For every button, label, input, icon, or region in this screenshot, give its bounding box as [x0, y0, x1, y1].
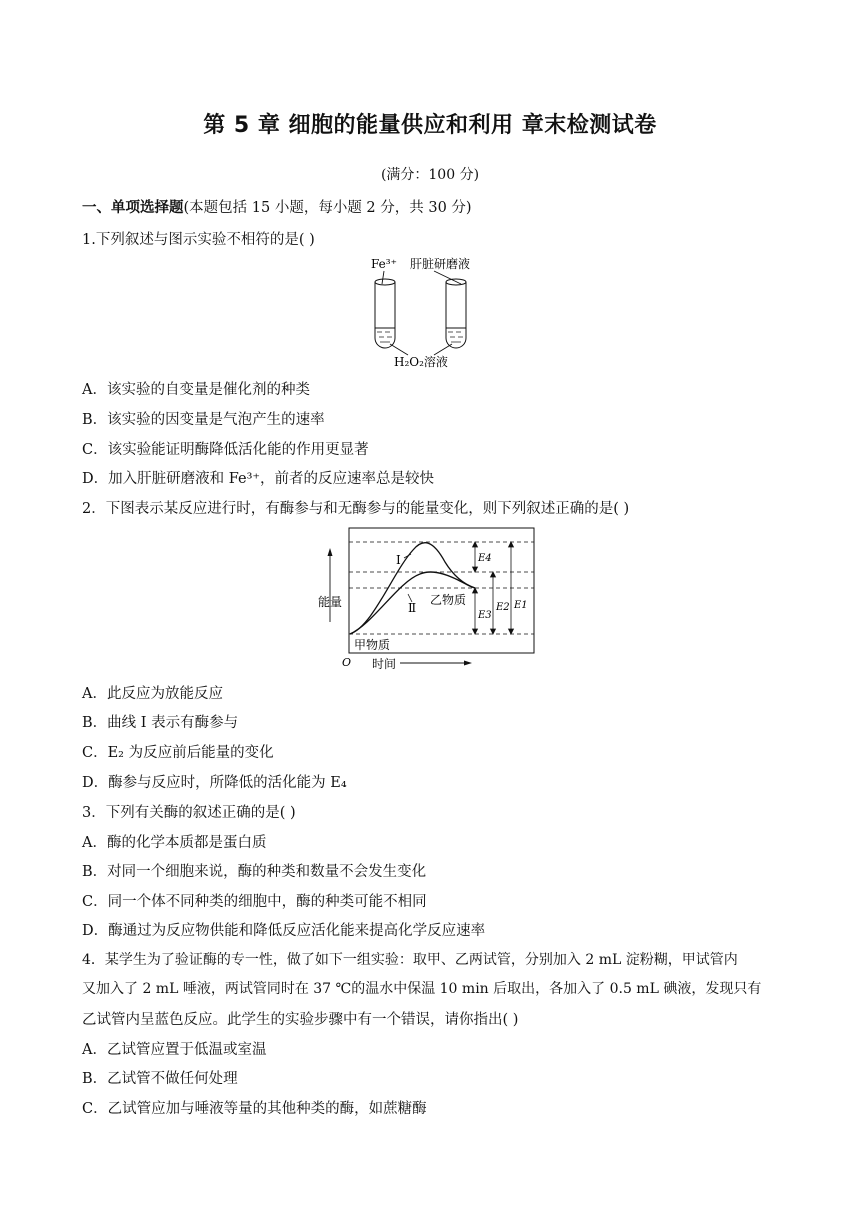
- q4-option-a: A．乙试管应置于低温或室温: [82, 1042, 267, 1058]
- q1-option-a: A．该实验的自变量是催化剂的种类: [82, 382, 310, 398]
- section-desc: (本题包括 15 小题，每小题 2 分，共 30 分): [183, 200, 472, 216]
- e4-label: E4: [478, 553, 492, 564]
- e3-label: E3: [478, 610, 492, 621]
- e1-label: E1: [514, 600, 528, 611]
- q4-stem-line-3: 乙试管内呈蓝色反应。此学生的实验步骤中有一个错误，请你指出( ): [82, 1012, 519, 1028]
- curve-1-label: Ⅰ: [396, 553, 401, 567]
- q3-stem: 3．下列有关酶的叙述正确的是( ): [82, 805, 296, 821]
- q2-option-d: D．酶参与反应时，所降低的活化能为 E₄: [82, 775, 347, 791]
- test-tube-right: [446, 279, 466, 348]
- q1-option-c: C．该实验能证明酶降低活化能的作用更显著: [82, 442, 369, 458]
- q1-stem: 1.下列叙述与图示实验不相符的是( ): [82, 232, 315, 248]
- curve-2-label: Ⅱ: [408, 601, 417, 615]
- section-label: 一、单项选择题: [82, 200, 184, 216]
- q1-test-tube-figure: [360, 252, 500, 370]
- score-note: (满分：100 分): [380, 167, 480, 183]
- y-axis-label: 能量: [318, 595, 343, 609]
- x-axis-label: 时间: [372, 657, 397, 671]
- section-header: [82, 196, 472, 217]
- q2-stem: 2．下图表示某反应进行时，有酶参与和无酶参与的能量变化，则下列叙述正确的是( ): [82, 501, 630, 517]
- q2-energy-diagram: [318, 522, 544, 672]
- page-title: 第 5 章 细胞的能量供应和利用 章末检测试卷: [203, 113, 657, 138]
- q1-option-b: B．该实验的因变量是气泡产生的速率: [82, 412, 325, 428]
- q3-option-d: D．酶通过为反应物供能和降低反应活化能来提高化学反应速率: [82, 923, 486, 939]
- q4-option-b: B．乙试管不做任何处理: [82, 1071, 238, 1087]
- q2-option-c: C．E₂ 为反应前后能量的变化: [82, 745, 274, 761]
- q3-option-c: C．同一个体不同种类的细胞中，酶的种类可能不相同: [82, 894, 427, 910]
- q4-stem-line-1: 4．某学生为了验证酶的专一性，做了如下一组实验：取甲、乙两试管，分别加入 2 mL 淀粉糊，甲试管内: [82, 952, 738, 968]
- fig1-label-h2o2: H₂O₂溶液: [394, 355, 448, 369]
- q3-option-a: A．酶的化学本质都是蛋白质: [82, 835, 267, 851]
- e2-label: E2: [496, 602, 510, 613]
- fig1-label-liver: 肝脏研磨液: [410, 257, 471, 271]
- q4-stem-line-2: 又加入了 2 mL 唾液，两试管同时在 37 ℃的温水中保温 10 min 后取出，各加入了 0.5 mL 碘液，发现只有: [82, 981, 762, 997]
- q3-option-b: B．对同一个细胞来说，酶的种类和数量不会发生变化: [82, 864, 427, 880]
- q1-option-d: D．加入肝脏研磨液和 Fe³⁺，前者的反应速率总是较快: [82, 471, 435, 487]
- fig1-label-fe: Fe³⁺: [371, 257, 397, 271]
- start-label: 甲物质: [354, 638, 391, 652]
- q2-option-b: B．曲线 Ⅰ 表示有酶参与: [82, 715, 239, 731]
- q4-option-c: C．乙试管应加与唾液等量的其他种类的酶，如蔗糖酶: [82, 1101, 427, 1117]
- origin-label: O: [342, 656, 352, 669]
- test-tube-left: [375, 279, 395, 348]
- q2-option-a: A．此反应为放能反应: [82, 686, 223, 702]
- end-label: 乙物质: [430, 593, 467, 607]
